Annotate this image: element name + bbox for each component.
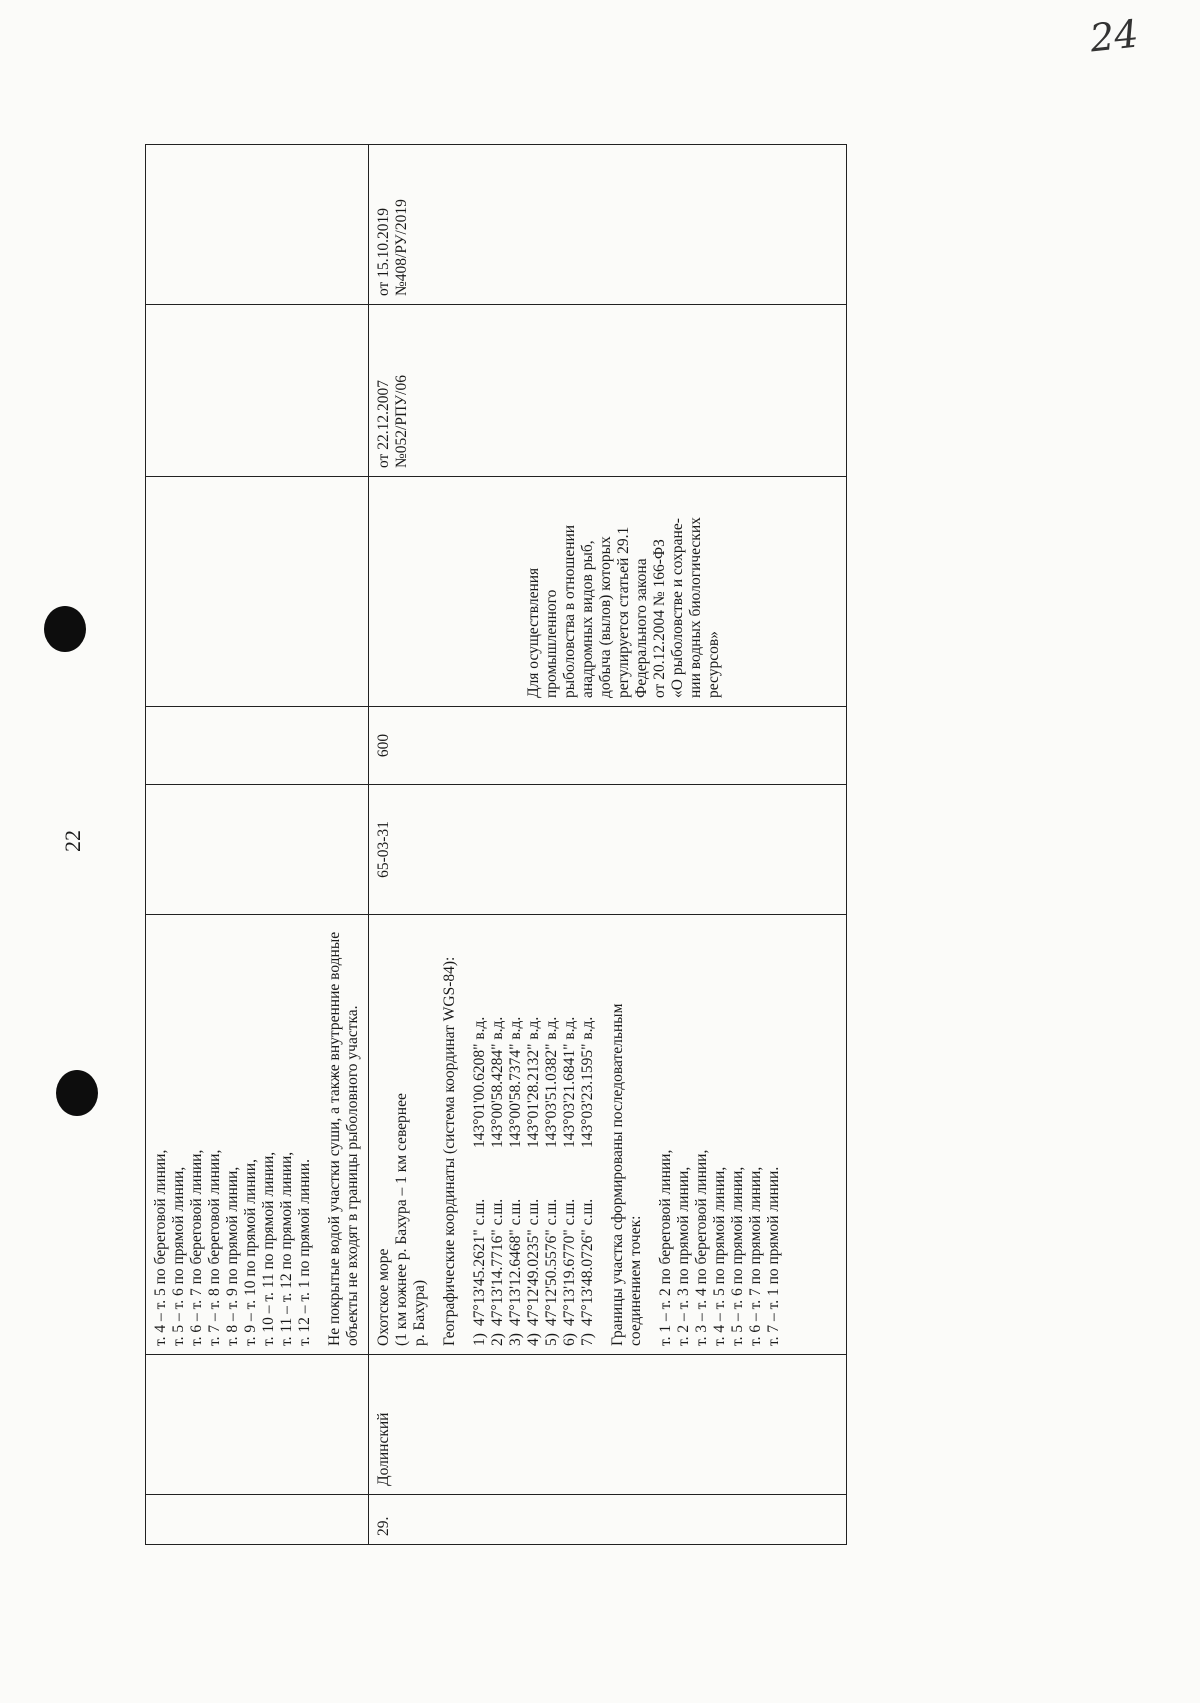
coordinate-latitude: 47°13'19.6770" с.ш.	[561, 1198, 578, 1326]
boundary-line: т. 3 – т. 4 по береговой линии,	[693, 1149, 710, 1346]
table-row-29	[369, 145, 847, 1545]
coordinate-latitude: 47°12'50.5576" с.ш.	[543, 1198, 560, 1326]
boundary-lines	[657, 923, 783, 1346]
coordinate-latitude: 47°13'14.7716" с.ш.	[489, 1198, 506, 1326]
table-row-continuation	[146, 145, 369, 1545]
coordinate-row	[579, 923, 597, 1346]
purpose-line: от 20.12.2004 № 166-ФЗ	[651, 539, 668, 698]
coordinate-number: 3)	[507, 1333, 524, 1346]
coordinate-longitude: 143°03'21.6841" в.д.	[561, 1016, 578, 1148]
rotated-page	[45, 45, 985, 1605]
location-line: (1 км южнее р. Бахура – 1 км севернее	[393, 1093, 410, 1346]
cell-district: Долинский	[369, 1355, 847, 1495]
boundary-line: т. 4 – т. 5 по береговой линии,	[152, 1149, 169, 1346]
boundary-line: т. 5 – т. 6 по прямой линии,	[729, 1166, 746, 1346]
coordinate-row	[507, 923, 525, 1346]
page-number: 22	[60, 830, 85, 852]
cell-district	[146, 1355, 369, 1495]
coordinate-latitude: 47°12'49.0235" с.ш.	[525, 1198, 542, 1326]
coordinate-row	[543, 923, 561, 1346]
boundary-line: т. 1 – т. 2 по береговой линии,	[657, 1149, 674, 1346]
boundary-line: т. 2 – т. 3 по прямой линии,	[675, 1166, 692, 1346]
cell-contract-old	[369, 305, 847, 477]
cell-contract-new	[146, 145, 369, 305]
coordinate-longitude: 143°01'28.2132" в.д.	[525, 1016, 542, 1148]
boundary-line: т. 9 – т. 10 по прямой линии,	[242, 1159, 259, 1346]
boundary-line: т. 7 – т. 8 по береговой линии,	[206, 1149, 223, 1346]
contract-line: №408/РУ/2019	[393, 199, 410, 296]
cell-description	[146, 915, 369, 1355]
coordinate-number: 5)	[543, 1333, 560, 1346]
boundary-line: т. 4 – т. 5 по прямой линии,	[711, 1166, 728, 1346]
contract-line: от 22.12.2007	[375, 380, 392, 468]
boundary-line: т. 12 – т. 1 по прямой линии.	[296, 1159, 313, 1346]
coordinate-row	[471, 923, 489, 1346]
purpose-line: регулируется статьей 29.1	[615, 526, 632, 698]
purpose-line: рыболовства в отношении	[561, 524, 578, 698]
purpose-line: промышленного	[543, 589, 560, 698]
coordinate-longitude: 143°01'00.6208" в.д.	[471, 1016, 488, 1148]
purpose-line: «О рыболовстве и сохране-	[669, 518, 686, 698]
boundary-heading: Границы участка сформированы последовательным соединением точек:	[609, 1003, 644, 1346]
coordinate-row	[525, 923, 543, 1346]
purpose-line: нии водных биологических	[687, 517, 704, 698]
coordinate-latitude: 47°13'48.0726" с.ш.	[579, 1198, 596, 1326]
cell-code: 65-03-31	[369, 785, 847, 915]
handwritten-page-number: 24	[1087, 11, 1141, 61]
coordinate-number: 4)	[525, 1333, 542, 1346]
cell-area: 600	[369, 707, 847, 785]
boundary-line: т. 6 – т. 7 по береговой линии,	[188, 1149, 205, 1346]
cell-description	[369, 915, 847, 1355]
cell-code	[146, 785, 369, 915]
fishing-areas-table	[145, 144, 847, 1545]
coordinate-number: 2)	[489, 1333, 506, 1346]
coordinate-latitude: 47°13'12.6468" с.ш.	[507, 1198, 524, 1326]
purpose-text	[525, 485, 723, 698]
boundary-line: т. 5 – т. 6 по прямой линии,	[170, 1166, 187, 1346]
coordinate-longitude: 143°03'23.1595" в.д.	[579, 1016, 596, 1148]
boundary-line: т. 6 – т. 7 по прямой линии,	[747, 1166, 764, 1346]
coordinate-latitude: 47°13'45.2621" с.ш.	[471, 1198, 488, 1326]
coordinate-longitude: 143°03'51.0382" в.д.	[543, 1016, 560, 1148]
cell-contract-new	[369, 145, 847, 305]
coordinate-row	[489, 923, 507, 1346]
coordinate-number: 6)	[561, 1333, 578, 1346]
contract-line: №052/РПУ/06	[393, 375, 410, 468]
cell-contract-old	[146, 305, 369, 477]
contract-line: от 15.10.2019	[375, 208, 392, 296]
cell-area	[146, 707, 369, 785]
location-line: Охотское море	[375, 1248, 392, 1346]
boundary-line: т. 7 – т. 1 по прямой линии.	[765, 1166, 782, 1346]
boundary-line: т. 8 – т. 9 по прямой линии,	[224, 1166, 241, 1346]
contract-new	[375, 153, 411, 296]
coordinate-longitude: 143°00'58.7374" в.д.	[507, 1016, 524, 1148]
boundary-lines	[152, 923, 314, 1346]
cell-number: 29.	[369, 1495, 847, 1545]
boundary-note: Не покрытые водой участки суши, а также внутренние водные объекты не входят в границы рыболовного участка.	[326, 931, 361, 1346]
coordinate-longitude: 143°00'58.4284" в.д.	[489, 1016, 506, 1148]
purpose-line: Для осуществления	[525, 567, 542, 698]
coordinate-number: 7)	[579, 1333, 596, 1346]
purpose-line: анадромных видов рыб,	[579, 540, 596, 698]
coordinates-heading: Географические координаты (система координат WGS-84):	[441, 956, 458, 1346]
boundary-line: т. 10 – т. 11 по прямой линии,	[260, 1151, 277, 1346]
boundary-line: т. 11 – т. 12 по прямой линии,	[278, 1151, 295, 1346]
cell-purpose	[369, 477, 847, 707]
coordinates-list	[471, 923, 597, 1346]
purpose-line: ресурсов»	[705, 631, 722, 698]
cell-purpose	[146, 477, 369, 707]
coordinate-number: 1)	[471, 1333, 488, 1346]
cell-number	[146, 1495, 369, 1545]
coordinate-row	[561, 923, 579, 1346]
purpose-line: Федерального закона	[633, 558, 650, 698]
location	[375, 923, 429, 1346]
location-line: р. Бахура)	[411, 1280, 428, 1346]
contract-old	[375, 313, 411, 468]
purpose-line: добыча (вылов) которых	[597, 536, 614, 698]
